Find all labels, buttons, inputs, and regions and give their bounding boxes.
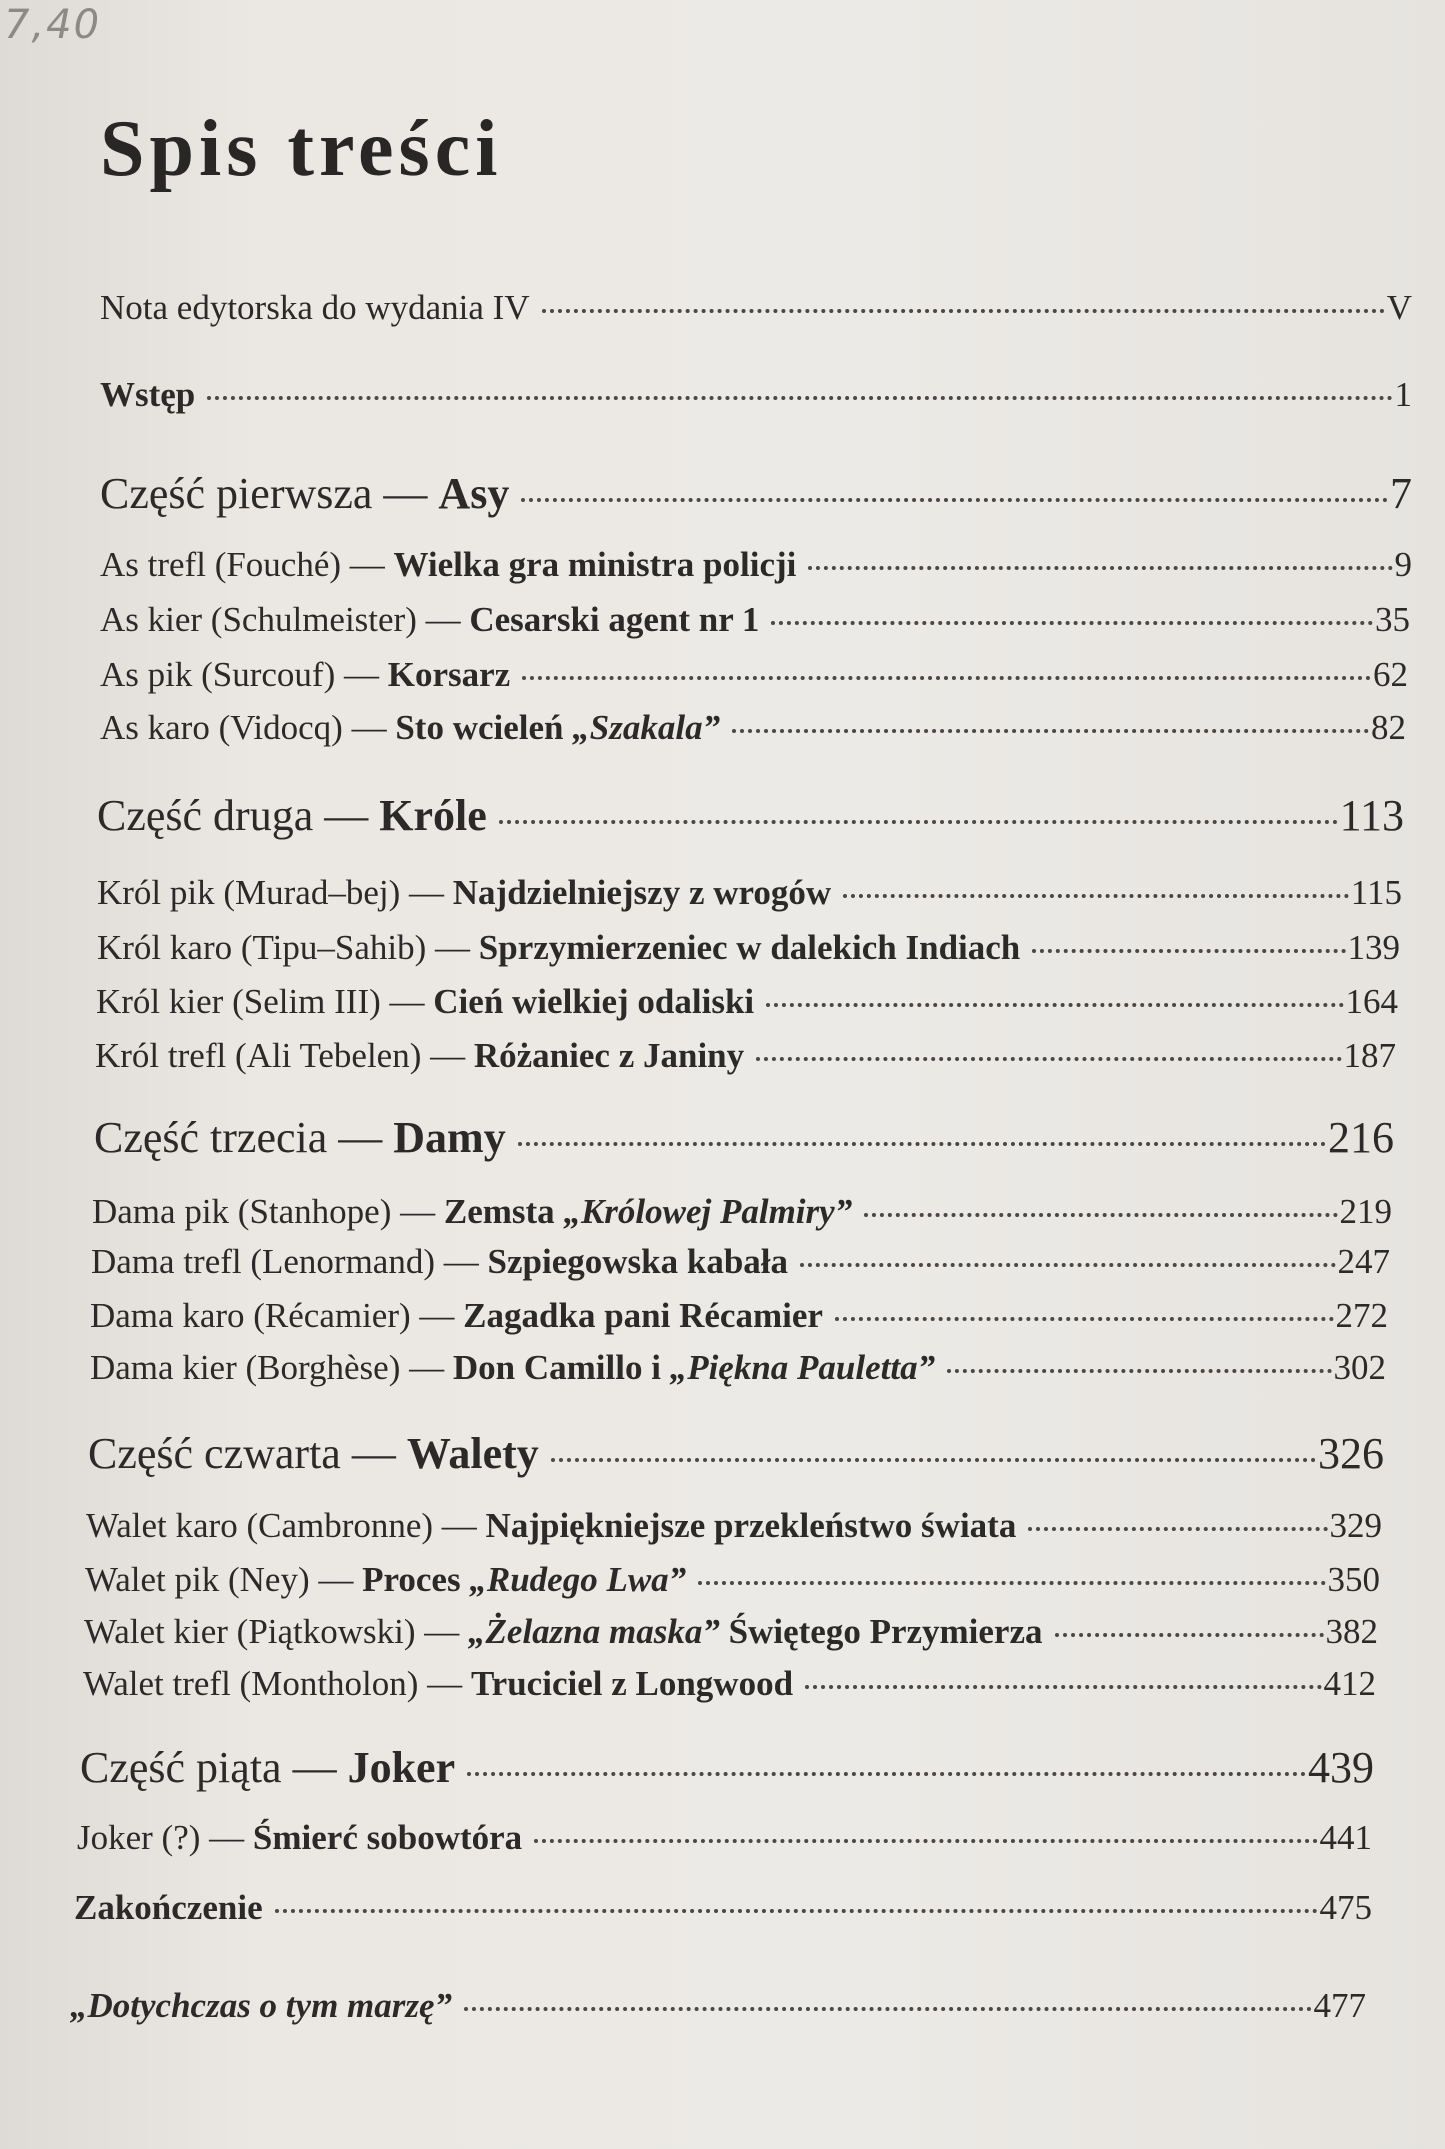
page-title: Spis treści — [100, 105, 503, 193]
toc-entry-title — [94, 1112, 506, 1163]
toc-entry-chapter: Zemsta — [443, 1192, 564, 1231]
toc-entry — [86, 1506, 1382, 1546]
toc-entry — [90, 1348, 1386, 1388]
toc-entry-title — [97, 928, 1020, 968]
toc-entry — [83, 1664, 1376, 1704]
toc-entry-chapter: Damy — [393, 1113, 506, 1162]
toc-entry-title — [85, 1560, 686, 1600]
toc-entry-chapter-italic: „Rudego Lwa” — [469, 1560, 687, 1599]
toc-entry-prefix: Walet trefl (Montholon) — — [83, 1664, 471, 1703]
toc-entry — [80, 1742, 1374, 1793]
toc-entry-prefix: As karo (Vidocq) — — [100, 708, 396, 747]
toc-entry-chapter: Zagadka pani Récamier — [463, 1296, 823, 1335]
toc-page-number: 477 — [1313, 1986, 1366, 2025]
toc-entry-title — [86, 1506, 1016, 1546]
toc-entry-title — [83, 1664, 793, 1704]
toc-entry-prefix: Walet pik (Ney) — — [85, 1560, 363, 1599]
toc-entry-chapter: Asy — [438, 469, 510, 518]
toc-entry-prefix: As pik (Surcouf) — — [100, 655, 388, 694]
toc-entry-chapter: Proces — [362, 1560, 470, 1599]
toc-entry — [96, 982, 1398, 1022]
toc-entry-chapter-italic: „Dotychczas o tym marzę” — [70, 1986, 453, 2025]
toc-entry-chapter: Najdzielniejszy z wrogów — [452, 873, 832, 912]
toc-entry-title — [77, 1818, 522, 1858]
dot-leader — [771, 621, 1373, 625]
toc-entry — [70, 1986, 1366, 2026]
toc-entry-chapter: Cień wielkiej odaliski — [433, 982, 755, 1021]
toc-page-number: 219 — [1339, 1192, 1392, 1231]
toc-entry-prefix: Dama karo (Récamier) — — [90, 1296, 464, 1335]
toc-entry-title — [74, 1888, 263, 1928]
dot-leader — [1028, 1527, 1327, 1531]
dot-leader — [534, 1839, 1317, 1843]
toc-entry — [88, 1428, 1384, 1479]
toc-entry-prefix: Dama kier (Borghèse) — — [90, 1348, 453, 1387]
dot-leader — [542, 309, 1385, 313]
toc-entry-chapter: Truciciel z Longwood — [470, 1664, 794, 1703]
toc-entry-prefix: Dama trefl (Lenormand) — — [91, 1242, 488, 1281]
toc-entry-chapter: Wstęp — [100, 375, 196, 414]
dot-leader — [805, 1685, 1321, 1689]
toc-page-number: 113 — [1339, 791, 1404, 840]
toc-entry — [100, 545, 1412, 585]
toc-page-number: 216 — [1328, 1113, 1394, 1162]
dot-leader — [698, 1581, 1325, 1585]
dot-leader — [808, 566, 1392, 570]
toc-entry-chapter: Korsarz — [387, 655, 511, 694]
dot-leader — [522, 676, 1371, 680]
toc-entry-chapter: Don Camillo i — [452, 1348, 670, 1387]
toc-entry — [94, 1112, 1394, 1163]
toc-entry — [74, 1888, 1372, 1928]
dot-leader — [766, 1003, 1343, 1007]
toc-entry — [95, 1036, 1396, 1076]
toc-entry-chapter-rest: Świętego Przymierza — [719, 1612, 1043, 1651]
toc-page-number: 272 — [1335, 1296, 1388, 1335]
toc-page-number: 302 — [1333, 1348, 1386, 1387]
toc-entry-title — [91, 1242, 788, 1282]
dot-leader — [518, 1142, 1326, 1146]
toc-entry-chapter: Sto wcieleń — [395, 708, 573, 747]
toc-entry — [85, 1560, 1380, 1600]
toc-entry-chapter: Szpiegowska kabała — [487, 1242, 789, 1281]
toc-entry — [92, 1192, 1392, 1232]
toc-entry-chapter: Cesarski agent nr 1 — [469, 600, 760, 639]
toc-entry-chapter: Joker — [347, 1743, 456, 1792]
toc-entry-chapter: Najpiękniejsze przekleństwo świata — [485, 1506, 1017, 1545]
toc-entry-prefix: As trefl (Fouché) — — [100, 545, 394, 584]
dot-leader — [521, 498, 1388, 502]
toc-entry-chapter-italic: „Szakala” — [572, 708, 721, 747]
dot-leader — [551, 1458, 1316, 1462]
dot-leader — [1032, 949, 1345, 953]
toc-page-number: 329 — [1329, 1506, 1382, 1545]
dot-leader — [843, 894, 1349, 898]
toc-entry-title — [100, 655, 510, 695]
toc-entry-chapter-italic: „Żelazna maska” — [468, 1612, 720, 1651]
toc-entry-chapter: Różaniec z Janiny — [473, 1036, 745, 1075]
toc-page-number: 475 — [1319, 1888, 1372, 1927]
toc-entry-title — [70, 1986, 452, 2026]
toc-page-number: 115 — [1350, 873, 1402, 912]
dot-leader — [464, 2007, 1311, 2011]
toc-page-number: 7 — [1390, 469, 1412, 518]
toc-entry — [84, 1612, 1378, 1652]
toc-entry-title — [97, 790, 487, 841]
toc-entry-chapter-italic: „Królowej Palmiry” — [563, 1192, 853, 1231]
toc-entry-title — [100, 288, 530, 328]
toc-entry-chapter: Walety — [406, 1429, 539, 1478]
toc-entry-title — [90, 1348, 935, 1388]
toc-entry — [97, 928, 1400, 968]
toc-entry-prefix: Część czwarta — — [88, 1429, 407, 1478]
toc-entry-title — [100, 375, 195, 415]
toc-page-number: 412 — [1323, 1664, 1376, 1703]
toc-entry — [100, 288, 1412, 328]
toc-entry-prefix: Część piąta — — [80, 1743, 348, 1792]
toc-entry-title — [92, 1192, 852, 1232]
toc-entry-chapter: Zakończenie — [74, 1888, 263, 1927]
dot-leader — [1055, 1633, 1324, 1637]
toc-page-number: 62 — [1373, 655, 1408, 694]
toc-entry-title — [97, 873, 831, 913]
toc-page-number: 164 — [1345, 982, 1398, 1021]
toc-page-number: 1 — [1394, 375, 1412, 414]
toc-entry-prefix: Walet karo (Cambronne) — — [86, 1506, 486, 1545]
dot-leader — [499, 820, 1338, 824]
toc-entry-title — [100, 600, 759, 640]
dot-leader — [864, 1213, 1337, 1217]
toc-entry-prefix: Część trzecia — — [94, 1113, 394, 1162]
toc-entry-title — [95, 1036, 744, 1076]
dot-leader — [947, 1369, 1331, 1373]
toc-entry — [100, 600, 1410, 640]
toc-page-number: 187 — [1343, 1036, 1396, 1075]
toc-entry — [100, 655, 1408, 695]
dot-leader — [467, 1772, 1306, 1776]
toc-page-number: 82 — [1371, 708, 1406, 747]
toc-entry-prefix: Joker (?) — — [77, 1818, 253, 1857]
toc-entry-title — [96, 982, 754, 1022]
toc-page-number: 247 — [1337, 1242, 1390, 1281]
toc-entry-title — [100, 545, 796, 585]
toc-entry-prefix: Dama pik (Stanhope) — — [92, 1192, 444, 1231]
dot-leader — [207, 396, 1392, 400]
toc-entry-title — [100, 708, 720, 748]
toc-entry-title — [100, 468, 509, 519]
toc-entry — [100, 708, 1406, 748]
toc-page-number: 326 — [1318, 1429, 1384, 1478]
toc-page-number: 9 — [1394, 545, 1412, 584]
toc-page-number: 441 — [1319, 1818, 1372, 1857]
toc-entry-prefix: Część pierwsza — — [100, 469, 439, 518]
toc-entry — [100, 468, 1412, 519]
toc-page-number: 439 — [1308, 1743, 1374, 1792]
dot-leader — [835, 1317, 1334, 1321]
toc-entry-prefix: Król kier (Selim III) — — [96, 982, 434, 1021]
toc-entry-chapter: Króle — [379, 791, 487, 840]
toc-entry-prefix: Nota edytorska do wydania IV — [100, 288, 530, 327]
toc-entry-title — [84, 1612, 1043, 1652]
dot-leader — [756, 1057, 1341, 1061]
toc-entry — [91, 1242, 1390, 1282]
toc-entry-prefix: Część druga — — [97, 791, 380, 840]
margin-note: 7,40 — [4, 2, 102, 48]
toc-page-number: 350 — [1327, 1560, 1380, 1599]
toc-entry-prefix: Król pik (Murad–bej) — — [97, 873, 453, 912]
toc-entry-chapter: Wielka gra ministra policji — [393, 545, 797, 584]
toc-entry-prefix: Król trefl (Ali Tebelen) — — [95, 1036, 474, 1075]
toc-entry-title — [80, 1742, 455, 1793]
toc-entry — [77, 1818, 1372, 1858]
toc-entry — [90, 1296, 1388, 1336]
toc-entry-title — [90, 1296, 823, 1336]
toc-entry — [97, 790, 1404, 841]
toc-entry-prefix: As kier (Schulmeister) — — [100, 600, 470, 639]
toc-entry-chapter: Sprzymierzeniec w dalekich Indiach — [478, 928, 1021, 967]
dot-leader — [800, 1263, 1335, 1267]
toc-page-number: 139 — [1347, 928, 1400, 967]
toc-entry-prefix: Król karo (Tipu–Sahib) — — [97, 928, 479, 967]
toc-entry-title — [88, 1428, 539, 1479]
toc-entry — [100, 375, 1412, 415]
toc-page-number: V — [1386, 288, 1412, 327]
toc-page-number: 35 — [1375, 600, 1410, 639]
toc-page-number: 382 — [1325, 1612, 1378, 1651]
toc-entry-prefix: Walet kier (Piątkowski) — — [84, 1612, 469, 1651]
toc-entry-chapter: Śmierć sobowtóra — [252, 1818, 523, 1857]
dot-leader — [732, 729, 1369, 733]
toc-entry-chapter-italic: „Piękna Pauletta” — [669, 1348, 936, 1387]
dot-leader — [275, 1909, 1318, 1913]
toc-entry — [97, 873, 1402, 913]
